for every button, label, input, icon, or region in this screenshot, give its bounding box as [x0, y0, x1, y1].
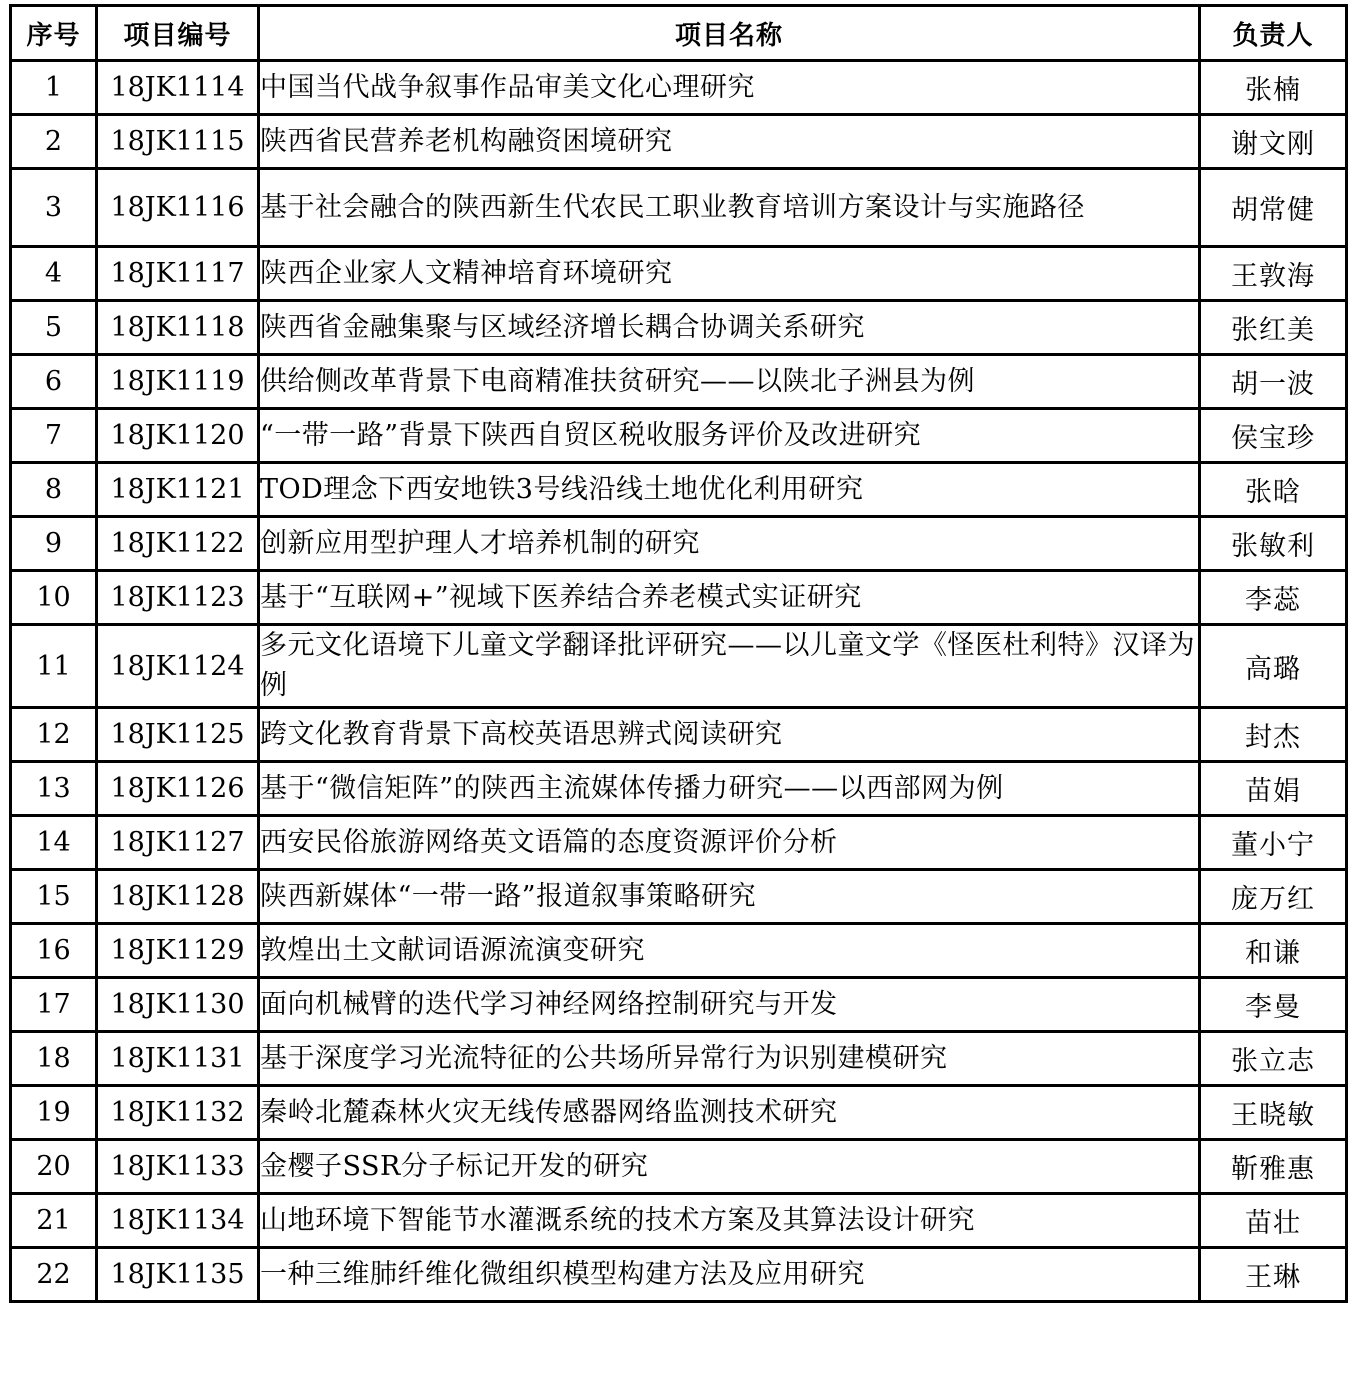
project-name: 一种三维肺纤维化微组织模型构建方法及应用研究 — [259, 1248, 1200, 1302]
project-owner: 王敦海 — [1200, 247, 1347, 301]
project-name: 基于“互联网+”视域下医养结合养老模式实证研究 — [259, 571, 1200, 625]
project-name: 多元文化语境下儿童文学翻译批评研究——以儿童文学《怪医杜利特》汉译为例 — [259, 625, 1200, 708]
table-row — [11, 571, 1347, 625]
project-owner: 董小宁 — [1200, 816, 1347, 870]
project-owner: 王晓敏 — [1200, 1086, 1347, 1140]
project-code: 18JK1129 — [97, 924, 259, 978]
project-name: 基于社会融合的陕西新生代农民工职业教育培训方案设计与实施路径 — [259, 169, 1200, 247]
project-code: 18JK1118 — [97, 301, 259, 355]
project-owner: 张晗 — [1200, 463, 1347, 517]
project-list-sheet — [9, 4, 1348, 1303]
project-name: TOD理念下西安地铁3号线沿线土地优化利用研究 — [259, 463, 1200, 517]
project-code: 18JK1117 — [97, 247, 259, 301]
project-code: 18JK1122 — [97, 517, 259, 571]
table-row — [11, 625, 1347, 708]
table-header-row — [11, 6, 1347, 61]
table-row — [11, 762, 1347, 816]
table-row — [11, 978, 1347, 1032]
table-row — [11, 169, 1347, 247]
project-code: 18JK1131 — [97, 1032, 259, 1086]
row-number: 17 — [11, 978, 97, 1032]
project-code: 18JK1134 — [97, 1194, 259, 1248]
row-number: 16 — [11, 924, 97, 978]
project-code: 18JK1120 — [97, 409, 259, 463]
row-number: 20 — [11, 1140, 97, 1194]
project-name: “一带一路”背景下陕西自贸区税收服务评价及改进研究 — [259, 409, 1200, 463]
project-name: 供给侧改革背景下电商精准扶贫研究——以陕北子洲县为例 — [259, 355, 1200, 409]
row-number: 9 — [11, 517, 97, 571]
project-name: 山地环境下智能节水灌溉系统的技术方案及其算法设计研究 — [259, 1194, 1200, 1248]
project-code: 18JK1115 — [97, 115, 259, 169]
project-code: 18JK1128 — [97, 870, 259, 924]
table-row — [11, 517, 1347, 571]
header-code: 项目编号 — [97, 6, 259, 61]
project-code: 18JK1116 — [97, 169, 259, 247]
project-code: 18JK1114 — [97, 61, 259, 115]
project-name: 面向机械臂的迭代学习神经网络控制研究与开发 — [259, 978, 1200, 1032]
project-owner: 张楠 — [1200, 61, 1347, 115]
project-owner: 张敏利 — [1200, 517, 1347, 571]
project-owner: 王琳 — [1200, 1248, 1347, 1302]
header-owner: 负责人 — [1200, 6, 1347, 61]
row-number: 6 — [11, 355, 97, 409]
row-number: 13 — [11, 762, 97, 816]
table-row — [11, 61, 1347, 115]
project-name: 基于深度学习光流特征的公共场所异常行为识别建模研究 — [259, 1032, 1200, 1086]
row-number: 21 — [11, 1194, 97, 1248]
project-owner: 侯宝珍 — [1200, 409, 1347, 463]
table-row — [11, 409, 1347, 463]
project-name: 敦煌出土文献词语源流演变研究 — [259, 924, 1200, 978]
table-row — [11, 1086, 1347, 1140]
project-owner: 靳雅惠 — [1200, 1140, 1347, 1194]
project-owner: 谢文刚 — [1200, 115, 1347, 169]
project-code: 18JK1135 — [97, 1248, 259, 1302]
project-name: 中国当代战争叙事作品审美文化心理研究 — [259, 61, 1200, 115]
row-number: 7 — [11, 409, 97, 463]
project-name: 金樱子SSR分子标记开发的研究 — [259, 1140, 1200, 1194]
table-row — [11, 301, 1347, 355]
row-number: 15 — [11, 870, 97, 924]
project-owner: 胡一波 — [1200, 355, 1347, 409]
table-row — [11, 1032, 1347, 1086]
project-name: 基于“微信矩阵”的陕西主流媒体传播力研究——以西部网为例 — [259, 762, 1200, 816]
table-row — [11, 924, 1347, 978]
row-number: 19 — [11, 1086, 97, 1140]
row-number: 18 — [11, 1032, 97, 1086]
header-name: 项目名称 — [259, 6, 1200, 61]
table-row — [11, 355, 1347, 409]
project-name: 秦岭北麓森林火灾无线传感器网络监测技术研究 — [259, 1086, 1200, 1140]
project-code: 18JK1119 — [97, 355, 259, 409]
project-code: 18JK1132 — [97, 1086, 259, 1140]
project-code: 18JK1126 — [97, 762, 259, 816]
table-row — [11, 463, 1347, 517]
table-row — [11, 115, 1347, 169]
project-code: 18JK1130 — [97, 978, 259, 1032]
project-owner: 和谦 — [1200, 924, 1347, 978]
project-owner: 苗壮 — [1200, 1194, 1347, 1248]
project-name: 陕西省金融集聚与区域经济增长耦合协调关系研究 — [259, 301, 1200, 355]
project-table — [9, 4, 1348, 1303]
row-number: 10 — [11, 571, 97, 625]
row-number: 22 — [11, 1248, 97, 1302]
project-code: 18JK1123 — [97, 571, 259, 625]
table-row — [11, 1248, 1347, 1302]
project-owner: 高璐 — [1200, 625, 1347, 708]
table-row — [11, 247, 1347, 301]
project-owner: 张红美 — [1200, 301, 1347, 355]
project-owner: 封杰 — [1200, 708, 1347, 762]
header-no: 序号 — [11, 6, 97, 61]
row-number: 14 — [11, 816, 97, 870]
project-owner: 苗娟 — [1200, 762, 1347, 816]
row-number: 5 — [11, 301, 97, 355]
project-owner: 李曼 — [1200, 978, 1347, 1032]
project-name: 陕西企业家人文精神培育环境研究 — [259, 247, 1200, 301]
row-number: 8 — [11, 463, 97, 517]
row-number: 3 — [11, 169, 97, 247]
row-number: 11 — [11, 625, 97, 708]
table-row — [11, 708, 1347, 762]
project-owner: 庞万红 — [1200, 870, 1347, 924]
project-code: 18JK1124 — [97, 625, 259, 708]
project-code: 18JK1133 — [97, 1140, 259, 1194]
project-name: 陕西新媒体“一带一路”报道叙事策略研究 — [259, 870, 1200, 924]
project-owner: 李蕊 — [1200, 571, 1347, 625]
project-code: 18JK1127 — [97, 816, 259, 870]
row-number: 4 — [11, 247, 97, 301]
table-row — [11, 1194, 1347, 1248]
table-row — [11, 1140, 1347, 1194]
row-number: 2 — [11, 115, 97, 169]
project-owner: 胡常健 — [1200, 169, 1347, 247]
project-name: 跨文化教育背景下高校英语思辨式阅读研究 — [259, 708, 1200, 762]
project-owner: 张立志 — [1200, 1032, 1347, 1086]
table-row — [11, 816, 1347, 870]
project-name: 创新应用型护理人才培养机制的研究 — [259, 517, 1200, 571]
project-code: 18JK1125 — [97, 708, 259, 762]
row-number: 12 — [11, 708, 97, 762]
project-code: 18JK1121 — [97, 463, 259, 517]
project-name: 西安民俗旅游网络英文语篇的态度资源评价分析 — [259, 816, 1200, 870]
table-row — [11, 870, 1347, 924]
project-name: 陕西省民营养老机构融资困境研究 — [259, 115, 1200, 169]
row-number: 1 — [11, 61, 97, 115]
